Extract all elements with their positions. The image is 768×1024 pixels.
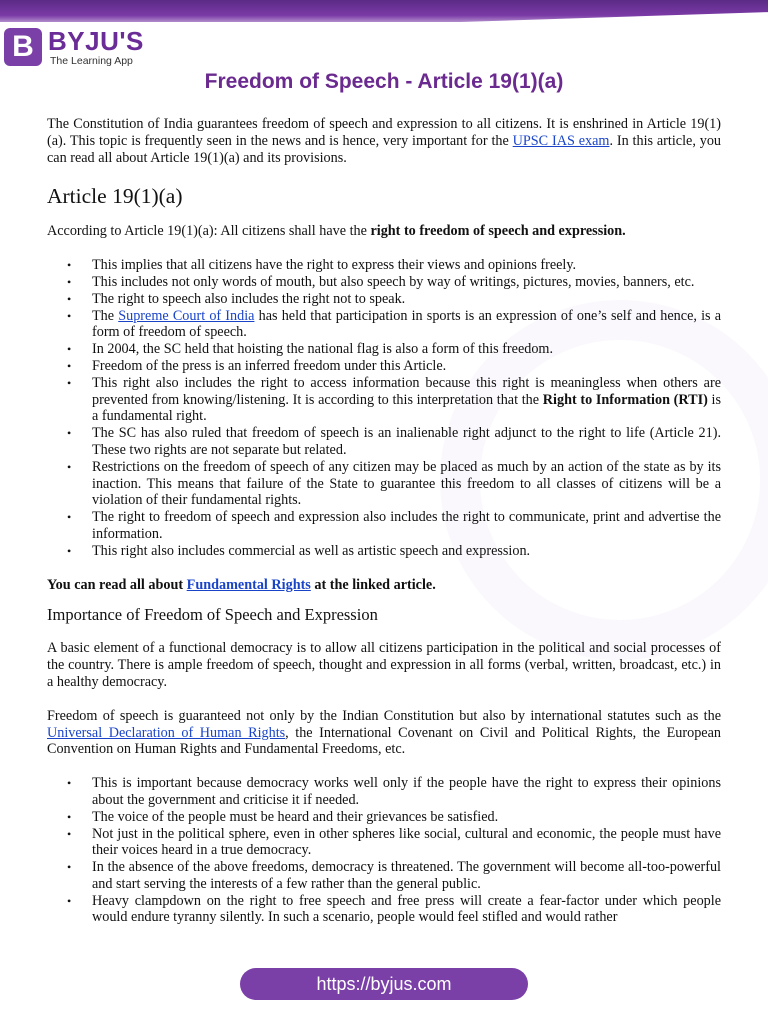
list-text: is a fundamental right.	[92, 391, 721, 425]
list-item: • Freedom of the press is an inferred freedom under this Article.	[47, 358, 721, 375]
fundamental-rights-link[interactable]: Fundamental Rights	[186, 576, 311, 593]
list-item: • Restrictions on the freedom of speech of any citizen may be placed as much by an action of the state as by its inaction. This means that failure of the State to guarantee this freedom to all classes of citizens will be a violation of their fundamental rights.	[47, 459, 721, 509]
list-item: • In the absence of the above freedoms, democracy is threatened. The government will become all-too-powerful and start serving the interests of a few rather than the general public.	[47, 859, 721, 893]
importance-paragraph-1: A basic element of a functional democracy is to allow all citizens participation in the political and social processes of the country. There is ample freedom of speech, thought and expression in all forms (verbal, written, broadcast, etc.) in a healthy democracy.	[47, 640, 721, 690]
udhr-link[interactable]: Universal Declaration of Human Rights	[47, 724, 286, 741]
list-item	[47, 375, 721, 425]
list-item: • The voice of the people must be heard and their grievances be satisfied.	[47, 809, 721, 826]
logo-icon: B	[4, 28, 42, 66]
logo-name: BYJU'S	[48, 26, 144, 56]
article-body	[47, 116, 721, 926]
para-text: Freedom of speech is guaranteed not only by the Indian Constitution but also by international statutes such as the	[47, 707, 721, 724]
upsc-ias-exam-link[interactable]: UPSC IAS exam	[512, 132, 610, 149]
list-text: has held that participation in sports is an expression of one’s self and hence, is a form of freedom of speech.	[92, 307, 721, 341]
byjus-logo[interactable]	[4, 26, 154, 70]
list-item: • The SC has also ruled that freedom of speech is an inalienable right adjunct to the right to life (Article 21). These two rights are not separate but related.	[47, 425, 721, 459]
list-text: The	[92, 307, 119, 324]
article-lead	[47, 223, 721, 240]
article-bullet-list	[47, 257, 721, 559]
supreme-court-link[interactable]: Supreme Court of India	[118, 307, 255, 324]
list-item: • The right to freedom of speech and expression also includes the right to communicate, print and advertise the information.	[47, 509, 721, 543]
lead-text: According to Article 19(1)(a): All citizens shall have the	[47, 223, 371, 240]
rti-bold: Right to Information (RTI)	[542, 391, 708, 408]
list-item: • This is important because democracy works well only if the people have the right to express their opinions about the government and criticise it if needed.	[47, 775, 721, 809]
importance-paragraph-2	[47, 708, 721, 758]
list-item: • In 2004, the SC held that hoisting the national flag is also a form of this freedom.	[47, 341, 721, 358]
intro-text-end: . In this article, you can read all about Article 19(1)(a) and its provisions.	[47, 132, 722, 166]
header-band	[0, 0, 768, 22]
page-title: Freedom of Speech - Article 19(1)(a)	[204, 70, 564, 93]
readmore-text: You can read all about	[47, 576, 187, 593]
read-more-line	[47, 577, 721, 594]
footer-url-link[interactable]: https://byjus.com	[240, 968, 528, 1000]
section-heading-importance: Importance of Freedom of Speech and Expression	[47, 605, 378, 625]
section-heading-article: Article 19(1)(a)	[47, 184, 183, 209]
lead-bold: right to freedom of speech and expression.	[370, 223, 626, 240]
list-item: • Not just in the political sphere, even in other spheres like social, cultural and economic, the people must have their voices heard in a true democracy.	[47, 826, 721, 860]
intro-text: The Constitution of India guarantees freedom of speech and expression to all citizens. It is enshrined in Article 19(1)(a). This topic is frequently seen in the news and is hence, very important for the	[47, 116, 721, 149]
list-item: • This implies that all citizens have the right to express their views and opinions freely.	[47, 257, 721, 274]
list-item: • The right to speech also includes the right not to speak.	[47, 291, 721, 308]
list-item	[47, 308, 721, 342]
logo-tagline: The Learning App	[50, 55, 133, 67]
list-item: • This right also includes commercial as well as artistic speech and expression.	[47, 543, 721, 560]
para-text-end: , the International Covenant on Civil and Political Rights, the European Convention on Human Rights and Fundamental Freedoms, etc.	[47, 724, 721, 758]
importance-bullet-list	[47, 775, 721, 926]
readmore-text-end: at the linked article.	[310, 576, 436, 593]
intro-paragraph	[47, 116, 721, 166]
list-item: • Heavy clampdown on the right to free speech and free press will create a fear-factor under which people would endure tyranny silently. In such a scenario, people would feel stifled and would rather	[47, 893, 721, 927]
list-text: This right also includes the right to access information because this right is meaningless when others are prevented from knowing/listening. It is according to this interpretation that the	[92, 374, 721, 408]
list-item: • This includes not only words of mouth, but also speech by way of writings, pictures, movies, banners, etc.	[47, 274, 721, 291]
bottom-band	[0, 1016, 768, 1024]
